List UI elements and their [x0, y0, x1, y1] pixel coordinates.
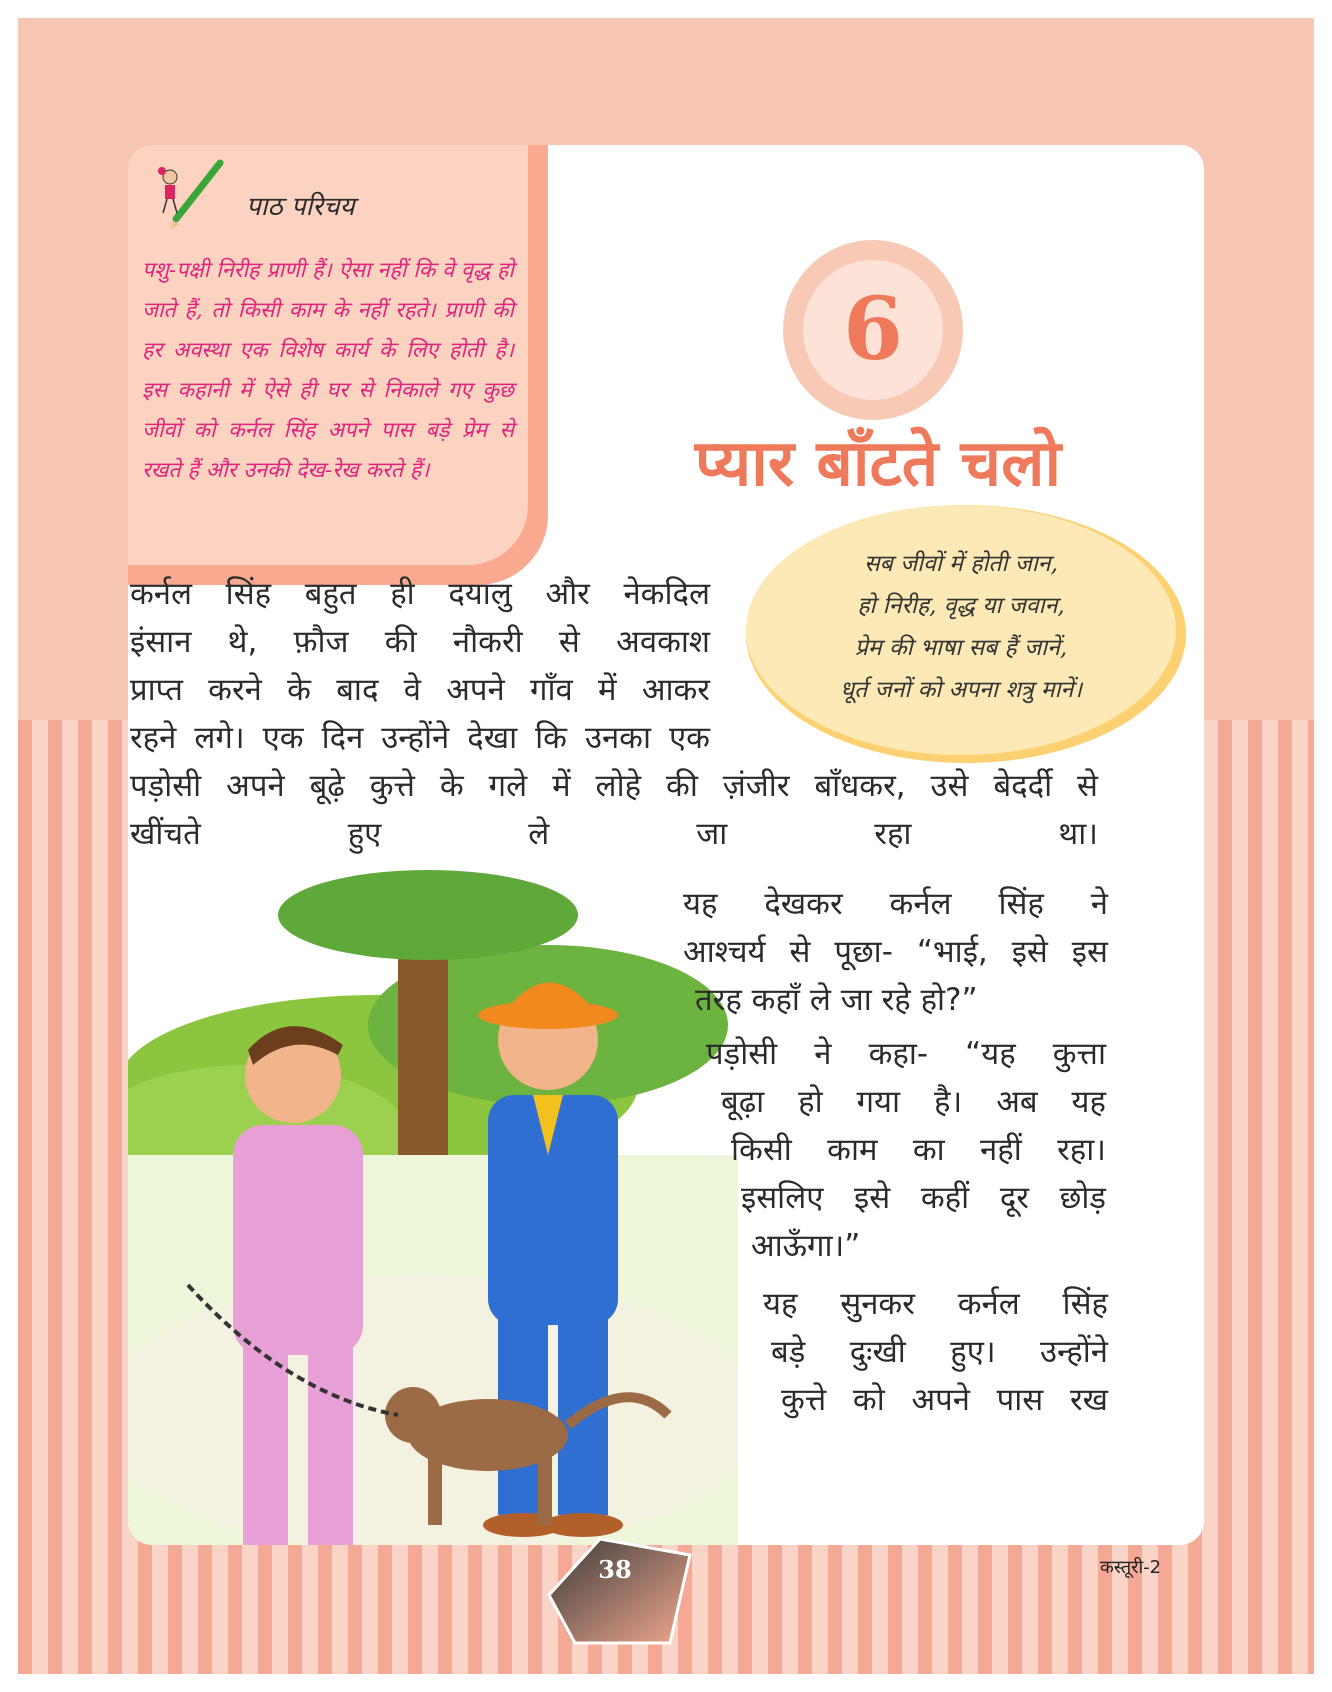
story-line: कुत्ते को अपने पास रख [781, 1382, 1108, 1418]
story-paragraph-1-cont [130, 762, 1098, 858]
chapter-number-inner [803, 260, 943, 400]
story-line: आऊँगा।” [751, 1228, 861, 1264]
story-line: कर्नल सिंह बहुत ही दयालु और नेकदिल [130, 576, 710, 612]
story-line: आश्चर्य से पूछा- “भाई, इसे इस [683, 934, 1108, 970]
story-paragraph-2 [683, 880, 1108, 1024]
page-number-badge [545, 1535, 695, 1647]
story-paragraph-3 [706, 1030, 1106, 1270]
lesson-intro-heading: पाठ परिचय [246, 192, 355, 222]
story-line: बूढ़ा हो गया है। अब यह [721, 1084, 1106, 1120]
story-line: इंसान थे, फ़ौज की नौकरी से अवकाश [130, 624, 710, 660]
story-line: पड़ोसी अपने बूढ़े कुत्ते के गले में लोहे की ज़ंजीर बाँधकर, उसे बेदर्दी से [130, 768, 1098, 804]
story-line: तरह कहाँ ले जा रहे हो?” [695, 982, 978, 1018]
story-line: किसी काम का नहीं रहा। [731, 1132, 1106, 1168]
poem-line: सब जीवों में होती जान, [864, 551, 1058, 577]
poem [746, 543, 1176, 711]
poem-line: हो निरीह, वृद्ध या जवान, [857, 593, 1065, 619]
poem-line: प्रेम की भाषा सब हैं जानें, [854, 635, 1068, 661]
page-number: 38 [598, 1555, 632, 1584]
story-line: यह देखकर कर्नल सिंह ने [683, 886, 1108, 922]
story-line: खींचते हुए ले जा रहा था। [130, 816, 1098, 852]
story-line: इसलिए इसे कहीं दूर छोड़ [741, 1180, 1106, 1216]
story-line: पड़ोसी ने कहा- “यह कुत्ता [706, 1036, 1106, 1072]
lesson-intro-text: पशु-पक्षी निरीह प्राणी हैं। ऐसा नहीं कि वे वृद्ध हो जाते हैं, तो किसी काम के नहीं रहते। प्राणी की हर अवस्था एक विशेष कार्य के लिए होती है। इस कहानी में ऐसे ही घर से निकाले गए कुछ जीवों को कर्नल सिंह अपने पास बड़े प्रेम से रखते हैं और उनकी देख-रेख करते हैं। [142, 258, 514, 483]
pencil-girl-icon [148, 155, 228, 235]
content-card [128, 145, 1204, 1545]
story-line: बड़े दुःखी हुए। उन्होंने [771, 1334, 1108, 1370]
book-name: कस्तूरी-2 [1100, 1557, 1162, 1578]
chapter-title: प्यार बाँटते चलो [694, 427, 1062, 501]
chapter-number-badge [783, 240, 963, 420]
lesson-intro-inner [128, 145, 528, 565]
story-paragraph-4 [763, 1280, 1108, 1424]
story-illustration [128, 855, 738, 1545]
story-line: यह सुनकर कर्नल सिंह [763, 1286, 1108, 1322]
story-paragraph-1 [130, 570, 710, 762]
story-line: प्राप्त करने के बाद वे अपने गाँव में आकर [130, 672, 710, 708]
chapter-number: 6 [843, 279, 903, 380]
lesson-intro-box [128, 145, 548, 585]
poem-line: धूर्त जनों को अपना शत्रु मानें। [839, 677, 1083, 703]
story-line: रहने लगे। एक दिन उन्होंने देखा कि उनका एक [130, 720, 710, 756]
